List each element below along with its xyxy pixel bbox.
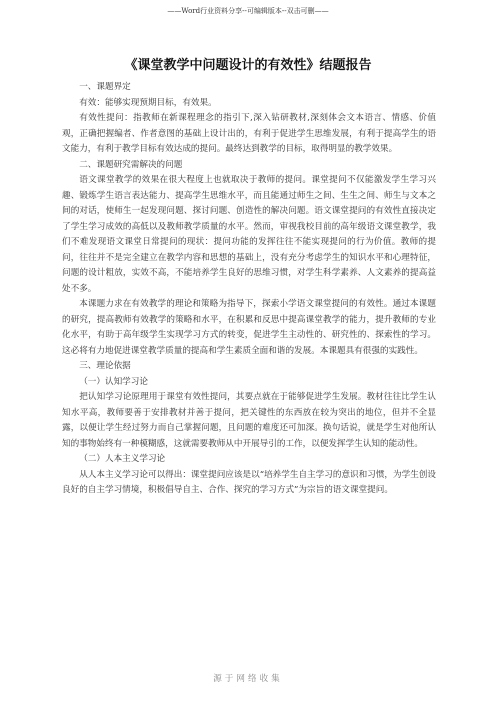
body-paragraph: 有效性提问：指教师在新课程理念的指引下,深入钻研教材,深刻体会文本语言、情感、价值观，正确把握编者、作者意图的基础上设计出的，有利于促进学生思维发展，有利于提高学生的语文能力，有利于教学目标有效达成的提问。最终达到教学的目标，取得明显的教学效果。 <box>62 113 436 154</box>
body-paragraph: 把认知学习论原理用于课堂有效性提问，其要点就在于能够促进学生发展。教材往往比学生认知水平高，教师要善于安排教材并善于提问，把关键性的东西放在较为突出的地位，但并不全显露，以便让学生经过努力而自己掌握问题，且问题的难度还可加深。换句话说，就是学生对他所认知的事物始终有一种模糊感，这就需要教师从中开展导引的工作，以便发挥学生认知的能动性。 <box>62 392 436 449</box>
section-heading: 二、课题研究需解决的问题 <box>79 159 183 170</box>
section-heading: 三、理论依据 <box>79 361 131 371</box>
body-paragraph: 从人本主义学习论可以得出：课堂提问应该是以“培养学生自主学习的意识和习惯，为学生创设良好的自主学习情境，积极倡导自主、合作、探究的学习方式”为宗旨的语文课堂提问。 <box>62 469 436 495</box>
document-title: 《课堂教学中问题设计的有效性》结题报告 <box>124 58 372 73</box>
body-paragraph: 语文课堂教学的效果在很大程度上也就取决于教师的提问。课堂提问不仅能激发学生学习兴趣、锻炼学生语言表达能力、提高学生思维水平，而且能通过师生之间、生生之间、师生与文本之间的对话，使师生一起发现问题、探讨问题、创造性的解决问题。语文课堂提问的有效性直接决定了学生学习成效的高低以及教师教学质量的水平。然而，审视我校目前的高年级语文课堂教学，我们不难发现语文课堂日常提问的现状：提问功能的发挥往往不能实现提问的行为价值。教师的提问，往往并不是完全建立在教学内容和思想的基础上，没有充分考虑学生的知识水平和心理特征，问题的设计粗放，实效不高，不能培养学生良好的思维习惯，对学生科学素养、人文素养的提高益处不多。 <box>62 175 436 294</box>
section-heading: （一）认知学习论 <box>79 376 148 387</box>
section-heading: 一、课题界定 <box>79 82 131 92</box>
document-body <box>62 80 436 499</box>
body-paragraph: 有效：能够实现预期目标，有效果。 <box>79 97 217 108</box>
page-header: ——Word行业资料分享--可编辑版本--双击可删—— <box>167 7 329 15</box>
body-paragraph: 本课题力求在有效教学的理论和策略为指导下，探索小学语文课堂提问的有效性。通过本课题的研究，提高教师有效教学的策略和水平，在积累和反思中提高课堂教学的能力，提升教师的专业化水平，有助于高年级学生实现学习方式的转变，促进学生主动性的、研究性的、探索性的学习。这必将有力地促进课堂教学质量的提高和学生素质全面和谐的发展。本课题具有很强的实践性。 <box>62 299 436 356</box>
section-heading: （二）人本主义学习论 <box>79 454 166 464</box>
page-footer: 源于网络收集 <box>213 674 283 684</box>
